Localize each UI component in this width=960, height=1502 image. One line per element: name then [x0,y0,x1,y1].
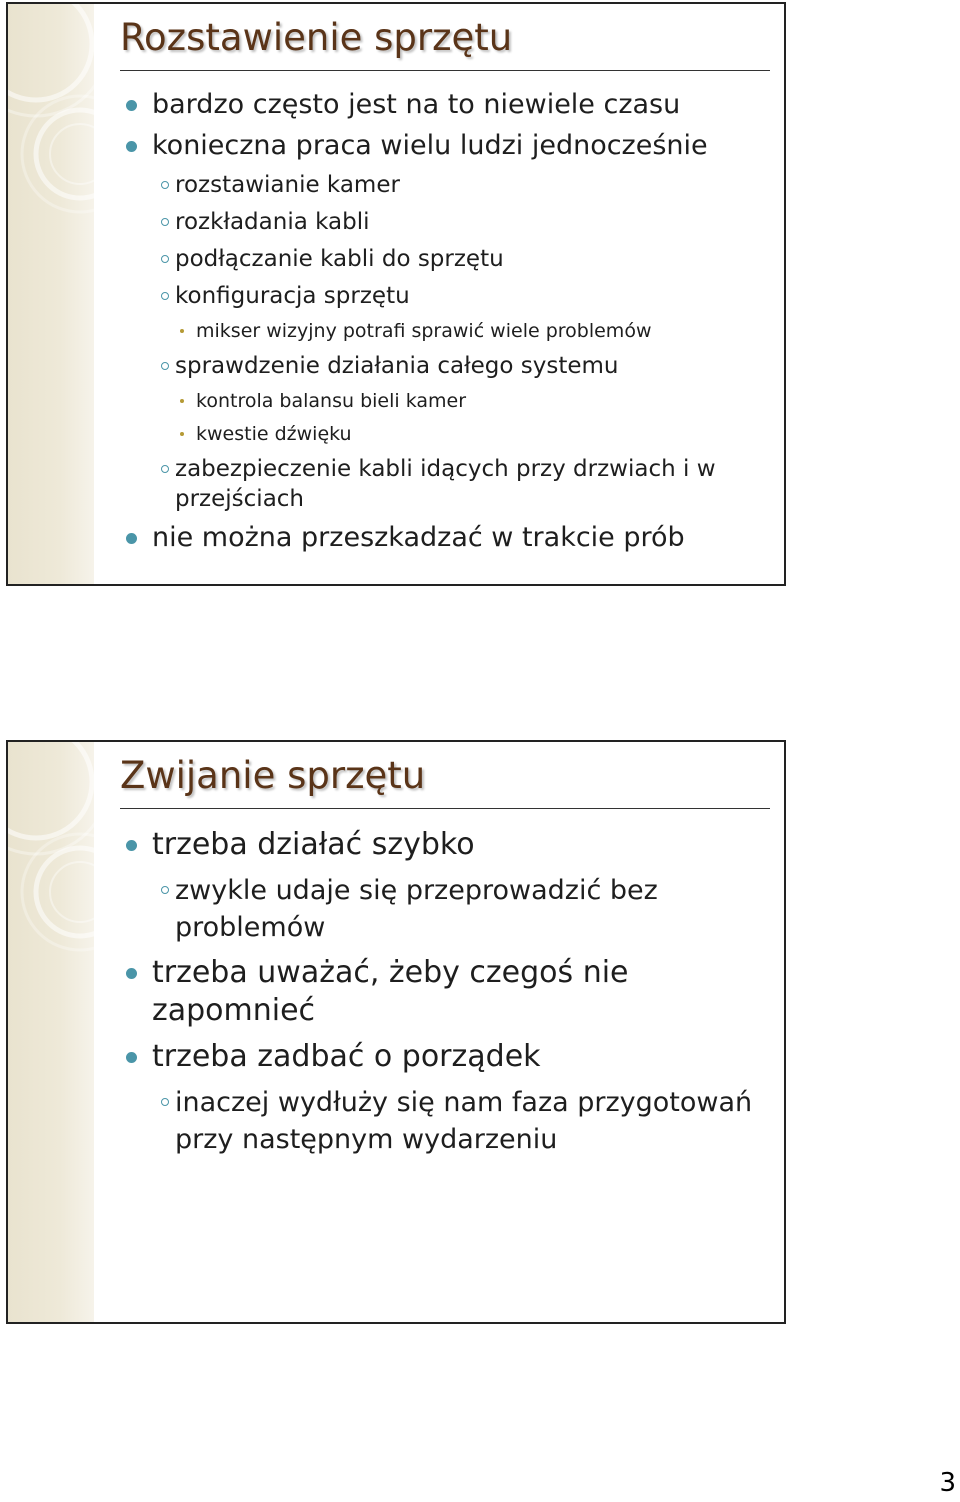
slide-1 [6,2,786,586]
filled-circle-bullet-icon [126,968,137,979]
sub-sub-bullet-item [126,388,766,414]
bullet-text: zwykle udaje się przeprowadzić bez problemów [175,875,658,943]
sub-bullet-item [126,281,766,311]
bullet-text: trzeba uważać, żeby czegoś nie zapomnieć [152,955,629,1028]
bullet-text: trzeba działać szybko [152,827,475,862]
decorative-swirl-icon [8,4,128,244]
bullet-text: mikser wizyjny potrafi sprawić wiele problemów [196,320,652,342]
slide-decoration-band [8,4,94,584]
title-divider [120,70,770,71]
bullet-text: rozkładania kabli [175,209,370,235]
filled-circle-bullet-icon [126,1052,137,1063]
slide-2 [6,740,786,1324]
filled-circle-bullet-icon [126,100,137,111]
slide-decoration-band [8,742,94,1322]
sub-bullet-item [126,244,766,274]
bullet-text: kwestie dźwięku [196,423,352,445]
dot-bullet-icon [180,329,184,333]
hollow-circle-bullet-icon [161,1098,169,1106]
page-number: 3 [939,1468,956,1498]
hollow-circle-bullet-icon [161,218,169,226]
filled-circle-bullet-icon [126,533,137,544]
sub-bullet-item [126,351,766,381]
title-divider [120,808,770,809]
sub-bullet-item [126,454,766,514]
bullet-text: kontrola balansu bieli kamer [196,390,467,412]
bullet-item [126,521,766,555]
bullet-list [126,88,766,562]
filled-circle-bullet-icon [126,141,137,152]
bullet-text: bardzo często jest na to niewiele czasu [152,89,681,120]
bullet-text: konieczna praca wielu ludzi jednocześnie [152,130,708,161]
dot-bullet-icon [180,432,184,436]
hollow-circle-bullet-icon [161,181,169,189]
hollow-circle-bullet-icon [161,292,169,300]
bullet-text: konfiguracja sprzętu [175,283,410,309]
hollow-circle-bullet-icon [161,255,169,263]
sub-sub-bullet-item [126,318,766,344]
bullet-text: inaczej wydłuży się nam faza przygotowań przy następnym wydarzeniu [175,1087,753,1155]
decorative-swirl-icon [8,742,128,982]
bullet-list [126,826,766,1166]
filled-circle-bullet-icon [126,840,137,851]
slide-title: Zwijanie sprzętu [120,754,426,797]
bullet-item [126,826,766,864]
dot-bullet-icon [180,399,184,403]
bullet-text: trzeba zadbać o porządek [152,1039,541,1074]
bullet-text: rozstawianie kamer [175,172,400,198]
sub-bullet-item [126,207,766,237]
hollow-circle-bullet-icon [161,362,169,370]
slide-title: Rozstawienie sprzętu [120,16,513,59]
bullet-text: zabezpieczenie kabli idących przy drzwiach i w przejściach [175,456,716,512]
sub-bullet-item [126,1084,766,1158]
bullet-text: sprawdzenie działania całego systemu [175,353,619,379]
sub-bullet-item [126,872,766,946]
bullet-item [126,88,766,122]
bullet-text: nie można przeszkadzać w trakcie prób [152,522,685,553]
bullet-item [126,954,766,1030]
hollow-circle-bullet-icon [161,465,169,473]
sub-sub-bullet-item [126,421,766,447]
bullet-text: podłączanie kabli do sprzętu [175,246,504,272]
bullet-item [126,129,766,163]
sub-bullet-item [126,170,766,200]
hollow-circle-bullet-icon [161,886,169,894]
bullet-item [126,1038,766,1076]
